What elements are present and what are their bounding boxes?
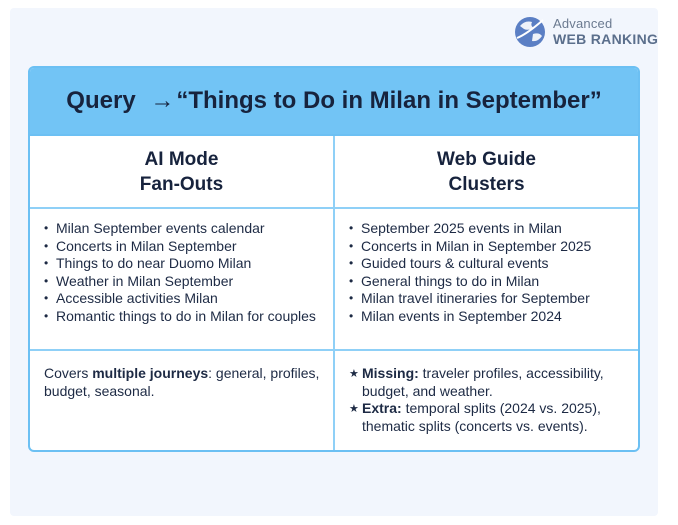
title-query: “Things to Do in Milan in September” bbox=[176, 87, 602, 114]
web-guide-list-cell bbox=[333, 209, 638, 349]
list-item: • Romantic things to do in Milan for couples bbox=[44, 308, 323, 326]
title-bar bbox=[30, 68, 638, 136]
column-header-line: Fan-Outs bbox=[139, 173, 224, 195]
note-label: Missing: bbox=[362, 365, 419, 381]
ai-mode-summary bbox=[30, 351, 333, 452]
column-header-line: Web Guide bbox=[437, 148, 536, 170]
list-item: • Milan events in September 2024 bbox=[349, 308, 628, 326]
page-title bbox=[66, 87, 601, 115]
list-item: • September 2025 events in Milan bbox=[349, 220, 628, 238]
brand-name-top: Advanced bbox=[553, 15, 613, 31]
missing-note bbox=[349, 365, 626, 400]
note-text: traveler profiles, accessibility, budget, and weather. bbox=[362, 365, 604, 399]
column-header-web-guide bbox=[333, 136, 638, 207]
note-text: temporal splits (2024 vs. 2025), thematic splits (concerts vs. events). bbox=[362, 400, 601, 434]
arrow-icon: → bbox=[150, 87, 175, 114]
list-item: • Milan September events calendar bbox=[44, 220, 323, 238]
list-item: • Concerts in Milan in September 2025 bbox=[349, 238, 628, 256]
web-guide-summary bbox=[333, 351, 638, 452]
web-guide-list bbox=[335, 209, 638, 326]
column-headers bbox=[30, 136, 638, 209]
column-header-ai-mode bbox=[30, 136, 333, 207]
title-prefix: Query bbox=[66, 87, 136, 114]
comparison-card bbox=[28, 66, 640, 452]
summary-text: : general, profiles, budget, seasonal. bbox=[44, 365, 320, 399]
column-header-line: AI Mode bbox=[144, 148, 219, 170]
list-item: • General things to do in Milan bbox=[349, 273, 628, 291]
list-item: • Weather in Milan September bbox=[44, 273, 323, 291]
ai-mode-list bbox=[30, 209, 333, 326]
star-icon: ★ bbox=[349, 403, 359, 416]
list-item: • Concerts in Milan September bbox=[44, 238, 323, 256]
ai-mode-list-cell bbox=[30, 209, 333, 349]
summary-emphasis: multiple journeys bbox=[92, 365, 209, 381]
list-item: • Guided tours & cultural events bbox=[349, 255, 628, 273]
extra-note bbox=[349, 400, 626, 435]
brand-name-bottom: WEB RANKING bbox=[553, 30, 659, 47]
list-item: • Milan travel itineraries for September bbox=[349, 290, 628, 308]
column-header-line: Clusters bbox=[448, 173, 525, 195]
list-item: • Accessible activities Milan bbox=[44, 290, 323, 308]
items-row bbox=[30, 209, 638, 351]
globe-logo-icon bbox=[513, 14, 549, 48]
list-item: • Things to do near Duomo Milan bbox=[44, 255, 323, 273]
star-icon: ★ bbox=[349, 368, 359, 380]
summary-row bbox=[30, 351, 638, 452]
brand-logo bbox=[513, 14, 658, 48]
summary-text: Covers bbox=[44, 365, 93, 381]
note-label: Extra: bbox=[362, 400, 402, 417]
